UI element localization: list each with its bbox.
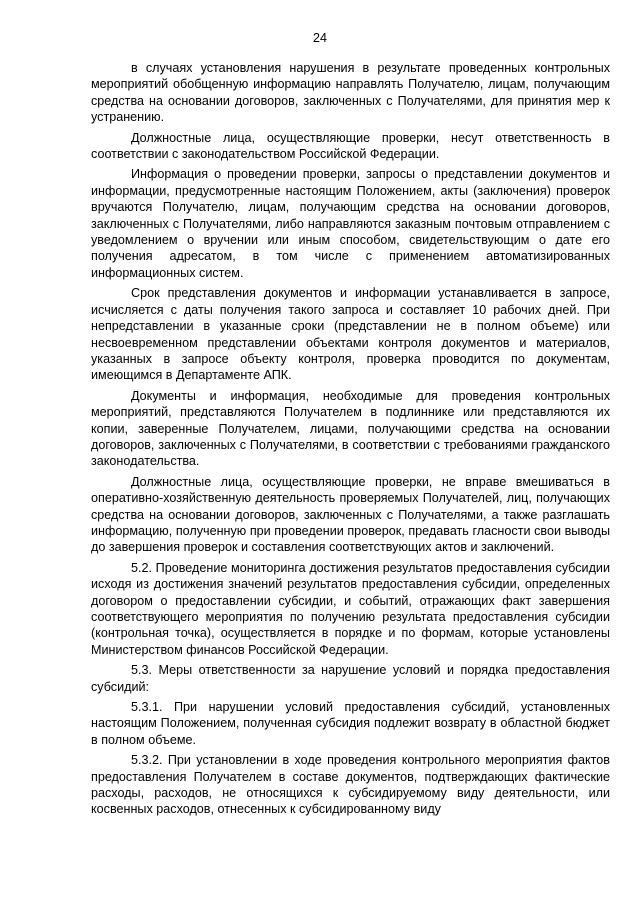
paragraph-documents-originals: Документы и информация, необходимые для проведения контрольных мероприятий, представляются Получателем в подлиннике или представляются их копии, заверенные Получателем, лицами, получающими средства на основании договоров, заключенных с Получателями, в соответствии с требованиями гражданского законодательства. [91,388,610,469]
document-body [91,60,610,818]
page-number: 24 [313,31,327,45]
paragraph-submission-deadline: Срок представления документов и информации устанавливается в запросе, исчисляется с даты получения такого запроса и составляет 10 рабочих дней. При непредставлении в указанные сроки (представлении не в полном объеме) или несвоевременном представлении объектами контроля документов и материалов, указанных в запросе объекту контроля, проверка проводится по документам, имеющимся в Департаменте АПК. [91,286,610,383]
paragraph-officials-liability: Должностные лица, осуществляющие проверки, несут ответственность в соответствии с законодательством Российской Федерации. [91,130,610,162]
paragraph-5-3-measures: 5.3. Меры ответственности за нарушение условий и порядка предоставления субсидий: [91,663,610,694]
paragraph-5-3-2-expenses: 5.3.2. При установлении в ходе проведения контрольного мероприятия фактов предоставления Получателем в составе документов, подтверждающих фактические расходы, расходов, не относящихся к субсидируемому виду деятельности, или косвенных расходов, отнесенных к субсидированному виду [91,753,610,817]
paragraph-recipient-notice: в случаях установления нарушения в результате проведенных контрольных мероприятий обобщенную информацию направлять Получателю, лицам, получающим средства на основании договоров, заключенных с Получателями, для принятия мер к устранению. [91,61,610,125]
paragraph-5-2-monitoring: 5.2. Проведение мониторинга достижения результатов предоставления субсидии исходя из достижения значений результатов предоставления субсидии, определенных договором о предоставлении субсидии, и событий, отражающих факт завершения соответствующего мероприятия по получению результата предоставления субсидии (контрольная точка), осуществляется в порядке и по формам, которые установлены Министерством финансов Российской Федерации. [91,560,610,657]
paragraph-no-interference: Должностные лица, осуществляющие проверки, не вправе вмешиваться в оперативно-хозяйственную деятельность проверяемых Получателей, лиц, получающих средства на основании договоров, заключенных с Получателями, а также разглашать информацию, полученную при проведении проверок, предавать гласности свои выводы до завершения проверок и составления соответствующих актов и заключений. [91,474,610,555]
paragraph-5-3-1-violation: 5.3.1. При нарушении условий предоставления субсидий, установленных настоящим Положением, полученная субсидия подлежит возврату в областной бюджет в полном объеме. [91,700,610,747]
paragraph-information-delivery: Информация о проведении проверки, запросы о представлении документов и информации, предусмотренные настоящим Положением, акты (заключения) проверок вручаются Получателю, лицам, получающим средства на основании договоров, заключенных с Получателями, либо направляются заказным почтовым отправлением с уведомлением о вручении или иным способом, свидетельствующим о дате его получения адресатом, в том числе с применением автоматизированных информационных систем. [91,167,610,280]
